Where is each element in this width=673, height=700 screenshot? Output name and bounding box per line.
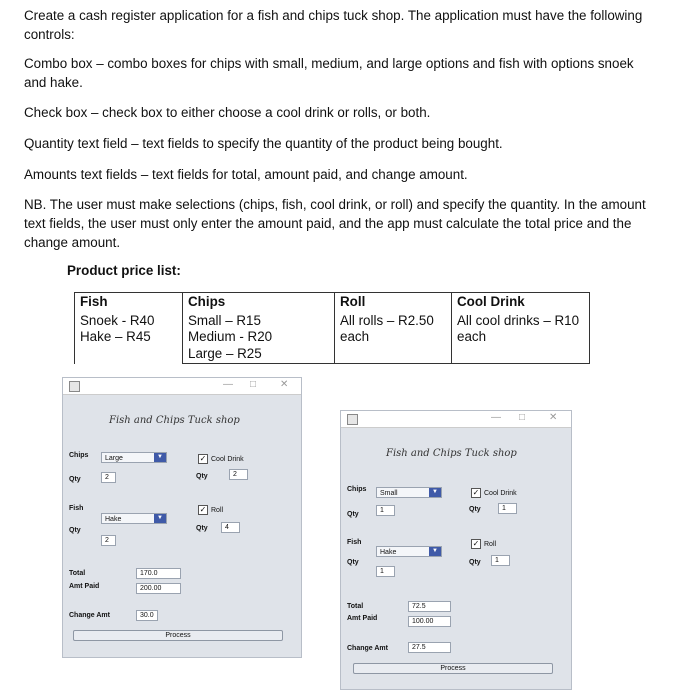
- cool-drink-qty-input[interactable]: 2: [229, 469, 248, 480]
- cell-cool-drink: [452, 312, 590, 364]
- amt-paid-label: Amt Paid: [347, 615, 378, 622]
- price-roll-each: each: [340, 329, 370, 344]
- maximize-icon[interactable]: □: [250, 379, 257, 390]
- chips-label: Chips: [347, 486, 367, 493]
- chips-combo-value: Large: [105, 455, 123, 462]
- price-snoek: Snoek - R40: [80, 312, 155, 328]
- cell-fish: [75, 312, 183, 364]
- java-app-icon: [347, 414, 358, 425]
- chevron-down-icon[interactable]: ▼: [154, 453, 166, 462]
- amt-paid-input[interactable]: 100.00: [408, 616, 451, 627]
- nb-paragraph: NB. The user must make selections (chips, fish, cool drink, or roll) and specify the quantity. In the amount text fields, the user must only enter the amount paid, and the app must calculate the total price and the change amount.: [24, 197, 646, 250]
- price-table-header-row: [75, 293, 590, 312]
- java-app-icon: [69, 381, 80, 392]
- window-heading: Fish and Chips Tuck shop: [386, 448, 517, 459]
- price-large: Large – R25: [188, 345, 262, 361]
- total-label: Total: [347, 603, 364, 610]
- amounts-paragraph: Amounts text fields – text fields for total, amount paid, and change amount.: [24, 167, 468, 182]
- roll-qty-label: Qty: [196, 525, 208, 532]
- chips-qty-label: Qty: [69, 476, 81, 483]
- fish-combo[interactable]: [376, 546, 442, 557]
- price-cool-drink: All cool drinks – R10: [457, 312, 580, 328]
- minimize-icon[interactable]: —: [491, 412, 501, 423]
- checkmark-icon[interactable]: ✓: [472, 539, 480, 548]
- process-button[interactable]: Process: [353, 663, 553, 674]
- maximize-icon[interactable]: □: [519, 412, 526, 423]
- amt-paid-label: Amt Paid: [69, 583, 100, 590]
- price-table: [74, 292, 590, 364]
- combo-box-paragraph: Combo box – combo boxes for chips with small, medium, and large options and fish with options snoek and hake.: [24, 56, 634, 90]
- cool-drink-qty-label: Qty: [469, 506, 481, 513]
- roll-qty-input[interactable]: 4: [221, 522, 240, 533]
- amt-paid-input[interactable]: 200.00: [136, 583, 181, 594]
- chips-qty-input[interactable]: 2: [101, 472, 116, 483]
- intro-paragraph: Create a cash register application for a fish and chips tuck shop. The application must have the following controls:: [24, 8, 643, 42]
- chips-label: Chips: [69, 452, 89, 459]
- header-cool-drink: Cool Drink: [452, 293, 590, 312]
- window-heading: Fish and Chips Tuck shop: [109, 415, 240, 426]
- cell-chips: [183, 312, 335, 364]
- chevron-down-icon[interactable]: ▼: [429, 488, 441, 497]
- cool-drink-checkbox[interactable]: [198, 454, 244, 465]
- price-table-row: [75, 312, 590, 364]
- checkmark-icon[interactable]: ✓: [472, 488, 480, 497]
- fish-label: Fish: [347, 539, 362, 546]
- close-icon[interactable]: ✕: [549, 412, 558, 423]
- price-small: Small – R15: [188, 312, 261, 328]
- total-field[interactable]: 72.5: [408, 601, 451, 612]
- chips-combo[interactable]: [376, 487, 442, 498]
- chevron-down-icon[interactable]: ▼: [154, 514, 166, 523]
- checkmark-icon[interactable]: ✓: [199, 454, 207, 463]
- chips-qty-label: Qty: [347, 511, 359, 518]
- checkmark-icon[interactable]: ✓: [199, 505, 207, 514]
- fish-label: Fish: [69, 505, 84, 512]
- roll-checkbox[interactable]: [471, 539, 496, 550]
- header-roll: Roll: [335, 293, 452, 312]
- tuck-shop-window-2: [340, 410, 572, 690]
- roll-checkbox[interactable]: [198, 505, 223, 516]
- cool-drink-qty-input[interactable]: 1: [498, 503, 517, 514]
- price-medium: Medium - R20: [188, 329, 273, 344]
- process-button[interactable]: Process: [73, 630, 283, 641]
- fish-combo-value: Hake: [105, 516, 122, 523]
- total-field[interactable]: 170.0: [136, 568, 181, 579]
- total-label: Total: [69, 570, 86, 577]
- change-label: Change Amt: [347, 645, 388, 652]
- quantity-paragraph: Quantity text field – text fields to specify the quantity of the product being bought.: [24, 136, 503, 151]
- cool-drink-checkbox[interactable]: [471, 488, 517, 499]
- roll-qty-label: Qty: [469, 559, 481, 566]
- chips-combo[interactable]: [101, 452, 167, 463]
- window-titlebar: [63, 378, 301, 395]
- fish-combo[interactable]: [101, 513, 167, 524]
- fish-qty-label: Qty: [347, 559, 359, 566]
- fish-qty-input[interactable]: 2: [101, 535, 116, 546]
- fish-combo-value: Hake: [380, 549, 397, 556]
- roll-qty-input[interactable]: 1: [491, 555, 510, 566]
- cool-drink-label: Cool Drink: [484, 489, 517, 497]
- check-box-paragraph: Check box – check box to either choose a cool drink or rolls, or both.: [24, 105, 431, 120]
- cell-roll: [335, 312, 452, 364]
- minimize-icon[interactable]: —: [223, 379, 233, 390]
- chevron-down-icon[interactable]: ▼: [429, 547, 441, 556]
- fish-qty-input[interactable]: 1: [376, 566, 395, 577]
- cool-drink-qty-label: Qty: [196, 473, 208, 480]
- roll-label: Roll: [484, 540, 497, 548]
- fish-qty-label: Qty: [69, 527, 81, 534]
- header-chips: Chips: [183, 293, 335, 312]
- window-titlebar: [341, 411, 571, 428]
- header-fish: Fish: [75, 293, 183, 312]
- roll-label: Roll: [211, 506, 224, 514]
- change-field[interactable]: 27.5: [408, 642, 451, 653]
- price-cool-drink-each: each: [457, 329, 487, 344]
- cool-drink-label: Cool Drink: [211, 455, 244, 463]
- price-hake: Hake – R45: [80, 329, 151, 344]
- chips-combo-value: Small: [380, 490, 398, 497]
- price-roll: All rolls – R2.50: [340, 312, 434, 328]
- chips-qty-input[interactable]: 1: [376, 505, 395, 516]
- close-icon[interactable]: ✕: [280, 379, 289, 390]
- change-field[interactable]: 30.0: [136, 610, 158, 621]
- change-label: Change Amt: [69, 612, 110, 619]
- tuck-shop-window-1: [62, 377, 302, 658]
- price-list-heading: Product price list:: [67, 263, 181, 278]
